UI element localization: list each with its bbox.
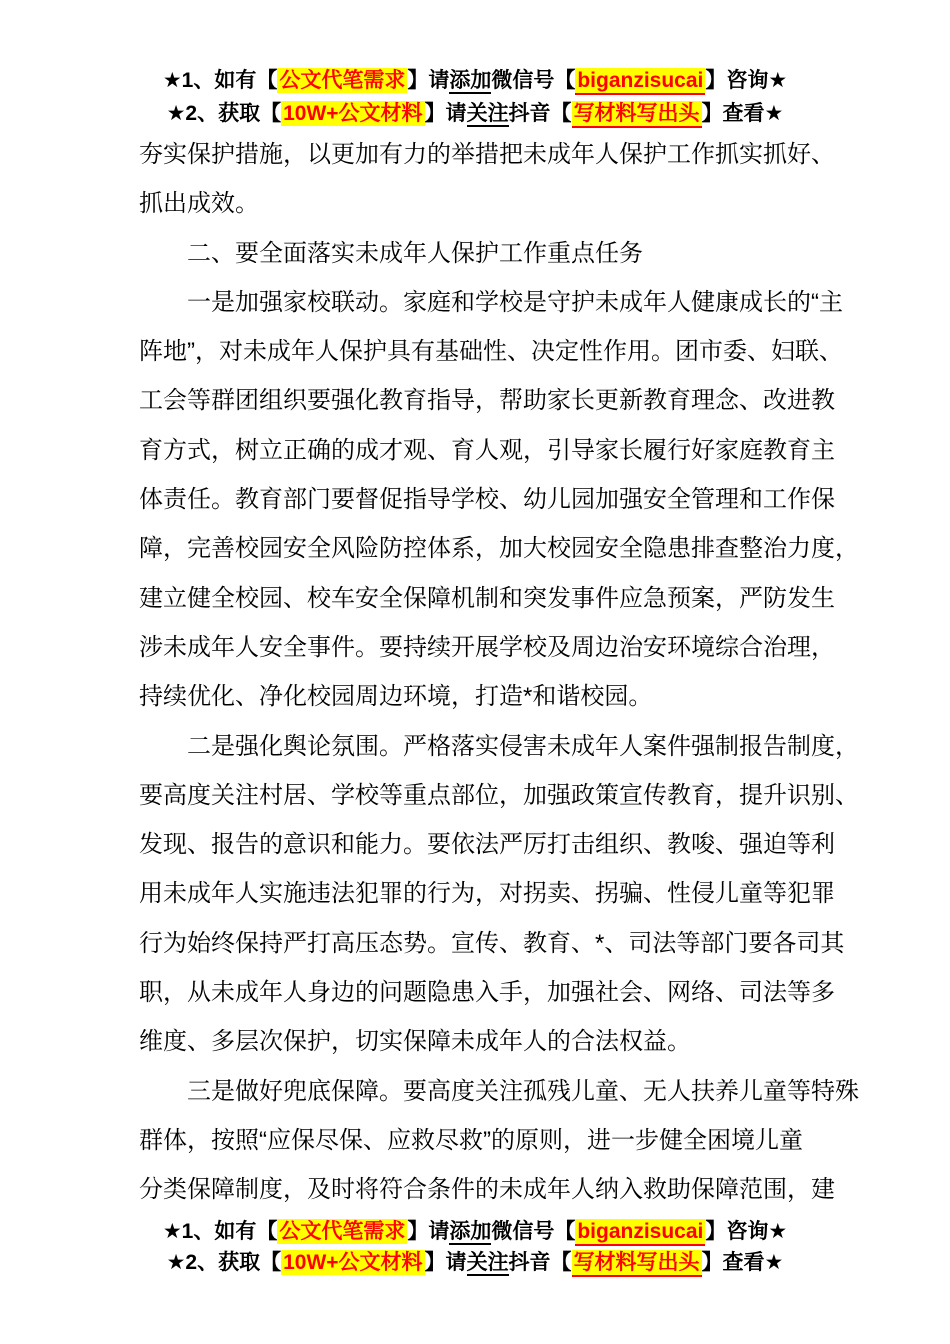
promo-text-segment: 】请 (407, 69, 450, 92)
body-text-line: 夯实保护措施，以更加有力的举措把未成年人保护工作抓实抓好、 (139, 141, 835, 168)
body-text-line: 体责任。教育部门要督促指导学校、幼儿园加强安全管理和工作保 (139, 486, 835, 514)
highlighted-keyword: biganzisucai (575, 1219, 705, 1246)
body-text-line: 阵地”，对未成年人保护具有基础性、决定性作用。团市委、妇联、 (139, 338, 843, 366)
header-promo-banner (0, 64, 950, 130)
promo-text-segment: 抖音【 (508, 102, 572, 125)
highlighted-keyword: 10W+公文材料 (283, 102, 423, 125)
body-text-line: 职，从未成年人身边的问题隐患入手，加强社会、网络、司法等多 (139, 979, 835, 1007)
body-text-line: 群体，按照“应保尽保、应救尽救”的原则，进一步健全困境儿童 (139, 1126, 803, 1154)
promo-text-segment: ★2、获取【 (166, 102, 282, 125)
promo-text-segment: 】请 (407, 1220, 450, 1243)
body-text-line: 障，完善校园安全风险防控体系，加大校园安全隐患排查整治力度， (139, 535, 859, 563)
body-text-line: 三是做好兜底保障。要高度关注孤残儿童、无人扶养儿童等特殊 (187, 1077, 859, 1105)
document-body-text (139, 130, 859, 1215)
body-text-line: 用未成年人实施违法犯罪的行为，对拐卖、拐骗、性侵儿童等犯罪 (139, 880, 835, 908)
promo-text-segment: 抖音【 (508, 1251, 572, 1274)
body-text-line: 一是加强家校联动。家庭和学校是守护未成年人健康成长的“主 (187, 288, 843, 316)
body-text-line: 育方式，树立正确的成才观、育人观，引导家长履行好家庭教育主 (139, 436, 835, 464)
promo-text-segment: 】查看★ (701, 102, 784, 125)
promo-text-segment: 】请 (424, 1251, 467, 1274)
promo-text-segment: 微信号【 (491, 69, 576, 92)
highlighted-keyword: 公文代笔需求 (279, 69, 406, 92)
footer-promo-banner (0, 1216, 950, 1278)
body-text-line: 抓出成效。 (139, 190, 259, 218)
body-text-line: 二是强化舆论氛围。严格落实侵害未成年人案件强制报告制度， (187, 732, 859, 760)
highlighted-keyword: 写材料写出头 (572, 101, 702, 128)
highlighted-keyword: biganzisucai (575, 68, 705, 95)
highlighted-keyword: 10W+公文材料 (283, 1251, 423, 1274)
header-promo-line (0, 64, 950, 97)
body-text-line: 建立健全校园、校车安全保障机制和突发事件应急预案，严防发生 (139, 584, 835, 612)
underlined-text: 添加 (449, 1220, 492, 1243)
body-text-line: 二、要全面落实未成年人保护工作重点任务 (187, 239, 643, 267)
promo-text-segment: 】查看★ (701, 1251, 784, 1274)
body-text-line: 要高度关注村居、学校等重点部位，加强政策宣传教育，提升识别、 (139, 781, 859, 809)
body-text-line: 涉未成年人安全事件。要持续开展学校及周边治安环境综合治理， (139, 633, 835, 661)
underlined-text: 添加 (449, 69, 492, 92)
highlighted-keyword: 公文代笔需求 (279, 1220, 406, 1243)
body-text-line: 分类保障制度，及时将符合条件的未成年人纳入救助保障范围，建 (139, 1176, 835, 1204)
body-text-line: 行为始终保持严打高压态势。宣传、教育、*、司法等部门要各司其 (139, 929, 845, 957)
underlined-text: 关注 (466, 102, 509, 125)
highlighted-keyword: 写材料写出头 (572, 1250, 702, 1277)
footer-promo-line (0, 1216, 950, 1247)
promo-text-segment: 微信号【 (491, 1220, 576, 1243)
body-text-line: 维度、多层次保护，切实保障未成年人的合法权益。 (139, 1028, 691, 1056)
underlined-text: 关注 (466, 1251, 509, 1274)
promo-text-segment: 】请 (424, 102, 467, 125)
promo-text-segment: ★1、如有【 (162, 1220, 278, 1243)
body-text-line: 持续优化、净化校园周边环境，打造*和谐校园。 (139, 683, 653, 711)
footer-promo-line (0, 1247, 950, 1278)
body-text-line: 发现、报告的意识和能力。要依法严厉打击组织、教唆、强迫等利 (139, 831, 835, 859)
promo-text-segment: 】咨询★ (705, 1220, 788, 1243)
body-text-line: 工会等群团组织要强化教育指导，帮助家长更新教育理念、改进教 (139, 387, 835, 415)
header-promo-line (0, 97, 950, 130)
promo-text-segment: ★1、如有【 (162, 69, 278, 92)
promo-text-segment: ★2、获取【 (166, 1251, 282, 1274)
promo-text-segment: 】咨询★ (705, 69, 788, 92)
